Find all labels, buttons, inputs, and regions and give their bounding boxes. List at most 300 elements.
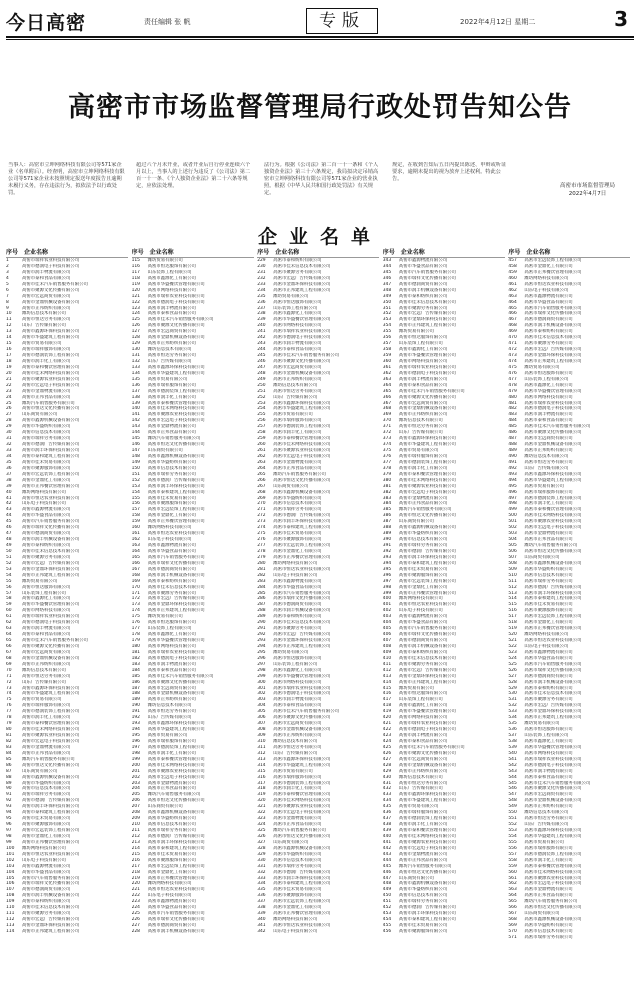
company-seq: 101 xyxy=(6,851,15,857)
company-name: 高密市华盛建筑工程有限公司 xyxy=(273,406,331,412)
company-name: 高密市金鼎机械设备有限公司 xyxy=(147,691,205,697)
company-name: 高密市宏远商贸有限公司 xyxy=(22,649,71,655)
company-seq: 139 xyxy=(131,400,140,406)
company-seq: 212 xyxy=(131,833,140,839)
company-name: 高密市宏远电子科技有限公司 xyxy=(398,845,456,851)
company-name: 高密市华盛食品有限公司 xyxy=(524,655,573,661)
company-seq: 200 xyxy=(131,762,140,768)
company-seq: 116 xyxy=(131,263,140,269)
company-seq: 225 xyxy=(131,911,140,917)
company-name: 高密市鑫源环保科技有限公司 xyxy=(398,792,456,798)
company-name: 高密市瑞祥文化传播有限公司 xyxy=(273,596,331,602)
company-name: 高密市宏远商贸有限公司 xyxy=(398,400,448,406)
company-name: 潍坊汽车销售服务有限公司 xyxy=(22,756,75,762)
company-name: 山东商贸有限公司 xyxy=(147,448,183,453)
company-name: 高密市宏远电子科技有限公司 xyxy=(22,738,80,744)
company-name: 高密市宏远广告传媒有限公司 xyxy=(524,703,582,709)
company-seq: 20 xyxy=(6,370,12,376)
company-seq: 192 xyxy=(131,715,140,721)
company-name: 潍坊汽车销售服务有限公司 xyxy=(273,471,326,477)
company-seq: 150 xyxy=(131,465,140,471)
company-seq: 334 xyxy=(257,881,266,887)
company-name: 潍坊网络科技有限公司 xyxy=(273,917,318,923)
company-seq: 357 xyxy=(382,341,392,347)
company-name: 高密市汽车销售服务有限公司 xyxy=(398,626,456,632)
company-name: 高密市瑞祥劳务有限公司 xyxy=(273,507,322,513)
company-name: 山东装饰工程有限公司 xyxy=(147,269,192,275)
company-seq: 159 xyxy=(131,519,140,525)
company-seq: 550 xyxy=(508,810,517,816)
company-seq: 160 xyxy=(131,525,140,531)
company-seq: 481 xyxy=(508,400,517,406)
company-name: 高密市网络科技有限公司 xyxy=(147,643,196,649)
company-name: 高密市泰和纺织有限公司 xyxy=(22,899,71,905)
company-seq: 100 xyxy=(6,845,15,851)
company-seq: 274 xyxy=(257,525,266,531)
company-seq: 10 xyxy=(6,311,12,317)
company-name: 高密市润丰化工有限公司 xyxy=(22,358,71,364)
company-seq: 455 xyxy=(382,923,392,928)
company-seq: 538 xyxy=(508,738,517,744)
company-seq: 378 xyxy=(382,465,392,471)
company-name: 高密市佳禾信息技术有限公司 xyxy=(22,905,80,911)
company-name: 高密市泰和餐饮管理有限公司 xyxy=(147,756,205,762)
company-seq: 480 xyxy=(508,394,517,400)
company-seq: 397 xyxy=(382,578,392,584)
company-name: 高密市德润装饰工程有限公司 xyxy=(147,744,205,750)
company-seq: 522 xyxy=(508,643,517,649)
company-seq: 194 xyxy=(131,727,140,733)
company-seq: 478 xyxy=(508,382,517,388)
company-seq: 25 xyxy=(6,400,12,406)
company-name: 高密市润丰机械设备有限公司 xyxy=(147,572,205,578)
company-name: 高密市佳禾贸易有限公司 xyxy=(524,602,573,608)
company-seq: 26 xyxy=(6,406,12,412)
company-name: 高密市恒达劳务有限公司 xyxy=(524,459,573,465)
company-name: 高密市华盛餐饮管理有限公司 xyxy=(398,709,456,715)
company-seq: 453 xyxy=(382,911,392,917)
company-name: 高密市宏远电子科技有限公司 xyxy=(147,774,205,780)
company-name: 高密市德润广告传媒有限公司 xyxy=(273,869,331,875)
company-name: 高密市瑞祥农业科技有限公司 xyxy=(273,329,331,335)
company-name: 高密市金鼎机械设备有限公司 xyxy=(398,762,456,768)
company-name: 高密市聚源农业科技有限公司 xyxy=(398,483,456,489)
company-name: 高密市信息技术有限公司 xyxy=(147,465,196,471)
company-name: 高密市润丰化工有限公司 xyxy=(398,822,448,828)
company-seq: 30 xyxy=(6,430,12,436)
company-name: 高密市恒达农业科技有限公司 xyxy=(273,566,331,572)
company-seq: 302 xyxy=(257,691,266,697)
company-name: 高密市德润装饰工程有限公司 xyxy=(22,353,80,358)
company-name: 高密市佳禾信息技术有限公司 xyxy=(273,620,331,626)
company-seq: 356 xyxy=(382,335,392,341)
company-seq: 509 xyxy=(508,566,517,572)
company-seq: 259 xyxy=(257,436,266,442)
company-name: 高密市佳禾贸易有限公司 xyxy=(22,459,71,465)
page-number: 3 xyxy=(614,7,628,31)
company-seq: 537 xyxy=(508,733,517,738)
company-name: 高密市恒达服饰有限公司 xyxy=(147,620,196,626)
company-name: 高密市润丰物流有限公司 xyxy=(22,626,71,632)
company-name: 高密市瑞祥劳务有限公司 xyxy=(147,471,196,477)
company-name: 高密市华盛餐饮管理有限公司 xyxy=(147,638,205,643)
company-seq: 332 xyxy=(257,869,266,875)
company-name: 高密市泰和食品有限公司 xyxy=(524,418,573,424)
company-name: 高密市宏远装饰工程有限公司 xyxy=(273,543,331,548)
company-seq: 342 xyxy=(257,928,266,934)
company-name: 高密市德润广告传媒有限公司 xyxy=(147,833,205,839)
company-name: 高密市华盛食品有限公司 xyxy=(147,548,196,554)
company-name: 高密市佳禾汽车销售服务有限公司 xyxy=(398,744,465,750)
company-name: 高密市恒达文化传播有限公司 xyxy=(147,442,205,448)
company-name: 高密市泰和餐饮管理有限公司 xyxy=(273,792,331,798)
company-seq: 350 xyxy=(382,299,392,305)
company-seq: 401 xyxy=(382,602,392,608)
company-seq: 470 xyxy=(508,335,517,341)
company-seq: 501 xyxy=(508,519,517,525)
company-name: 高密市华盛建筑工程有限公司 xyxy=(524,833,582,839)
company-name: 高密市润丰机械设备有限公司 xyxy=(273,608,331,614)
company-seq: 168 xyxy=(131,572,140,578)
company-name: 高密市鑫源环保科技有限公司 xyxy=(273,756,331,762)
company-name: 山东电子科技有限公司 xyxy=(273,928,318,934)
company-name: 高密市华盛餐饮管理有限公司 xyxy=(524,744,582,750)
company-seq: 144 xyxy=(131,430,140,436)
company-name: 山东广告传媒有限公司 xyxy=(273,750,318,756)
company-seq: 349 xyxy=(382,293,392,299)
company-seq: 441 xyxy=(382,839,392,845)
company-name: 高密市贸易有限公司 xyxy=(398,448,439,453)
company-name: 山东商贸有限公司 xyxy=(22,412,58,418)
company-name: 高密市金鼎机械设备有限公司 xyxy=(273,727,331,733)
company-seq: 405 xyxy=(382,626,392,632)
company-seq: 370 xyxy=(382,418,392,424)
company-seq: 487 xyxy=(508,436,517,442)
company-name: 高密市鑫源化工有限公司 xyxy=(273,311,322,317)
company-name: 高密市正邦纺织有限公司 xyxy=(147,697,196,703)
company-name: 高密市聚源文化传播有限公司 xyxy=(147,323,205,329)
company-name: 高密市金鼎物流有限公司 xyxy=(524,531,573,537)
company-name: 潍坊贸易有限公司 xyxy=(524,721,560,727)
company-name: 高密市瑞祥农业科技有限公司 xyxy=(147,649,205,655)
company-name: 高密市恒达服饰有限公司 xyxy=(398,691,448,697)
company-name: 高密市正邦食品有限公司 xyxy=(273,822,322,828)
company-seq: 303 xyxy=(257,697,266,703)
company-name: 潍坊贸易有限公司 xyxy=(524,364,560,370)
company-seq: 504 xyxy=(508,537,517,543)
company-name: 高密市鑫源物流有限公司 xyxy=(147,543,196,548)
company-seq: 296 xyxy=(257,655,266,661)
company-seq: 19 xyxy=(6,364,12,370)
company-name: 高密市聚源文化传播有限公司 xyxy=(524,786,582,792)
company-name: 高密市泰和食品有限公司 xyxy=(398,738,448,744)
company-seq: 148 xyxy=(131,453,140,459)
company-name: 高密市鑫源化工有限公司 xyxy=(147,275,196,281)
company-seq: 365 xyxy=(382,388,392,394)
company-seq: 228 xyxy=(131,928,140,934)
company-name: 高密市华盛纺织有限公司 xyxy=(398,531,448,537)
company-seq: 37 xyxy=(6,471,12,477)
company-seq: 53 xyxy=(6,566,12,572)
company-name: 高密市信息技术有限公司 xyxy=(147,822,196,828)
company-seq: 64 xyxy=(6,632,12,638)
company-name: 高密市润丰机械设备有限公司 xyxy=(398,287,456,293)
list-header-seq: 序号 xyxy=(6,249,19,256)
company-seq: 563 xyxy=(508,887,517,893)
company-name: 高密市泰和食品有限公司 xyxy=(22,632,71,638)
company-name: 高密市金鼎环保科技有限公司 xyxy=(398,317,456,323)
company-name: 高密市鑫源环保科技有限公司 xyxy=(22,685,80,691)
company-seq: 320 xyxy=(257,798,266,804)
company-seq: 34 xyxy=(6,453,12,459)
company-seq: 293 xyxy=(257,638,266,643)
company-seq: 107 xyxy=(6,887,15,893)
company-name: 高密市华盛餐饮管理有限公司 xyxy=(273,673,331,679)
company-seq: 61 xyxy=(6,614,12,620)
company-name: 高密市佳禾信息技术有限公司 xyxy=(524,335,582,341)
company-name: 山东商贸有限公司 xyxy=(398,875,434,881)
company-seq: 474 xyxy=(508,358,517,364)
company-seq: 376 xyxy=(382,453,392,459)
company-seq: 170 xyxy=(131,584,140,590)
company-name: 高密市华盛食品有限公司 xyxy=(22,513,71,519)
company-seq: 461 xyxy=(508,281,517,287)
company-name: 高密市宏远商贸有限公司 xyxy=(273,721,322,727)
company-seq: 429 xyxy=(382,768,392,774)
company-seq: 17 xyxy=(6,353,12,358)
company-seq: 486 xyxy=(508,430,517,436)
company-name: 高密市金鼎物流有限公司 xyxy=(147,780,196,786)
company-name: 高密市鑫源化工有限公司 xyxy=(273,667,322,673)
company-seq: 426 xyxy=(382,750,392,756)
company-name: 山东电子科技有限公司 xyxy=(524,287,569,293)
company-name: 高密市宏远电子科技有限公司 xyxy=(524,525,582,531)
company-name: 高密市贸易有限公司 xyxy=(273,768,313,774)
company-seq: 233 xyxy=(257,281,266,287)
company-name: 高密市金鼎化工有限公司 xyxy=(273,905,322,911)
company-name: 高密市宏远广告传媒有限公司 xyxy=(147,596,205,602)
company-name: 高密市恒达劳务有限公司 xyxy=(147,709,196,715)
company-seq: 392 xyxy=(382,548,392,554)
company-name: 高密市德润电子科技有限公司 xyxy=(398,370,456,376)
company-name: 高密市恒达农业科技有限公司 xyxy=(398,602,456,608)
company-name: 高密市瑞祥服饰有限公司 xyxy=(147,738,196,744)
company-name: 高密市泰和纺织有限公司 xyxy=(398,293,448,299)
company-name: 高密市鑫源化工有限公司 xyxy=(524,738,573,744)
company-seq: 305 xyxy=(257,709,266,715)
company-seq: 337 xyxy=(257,899,266,905)
section-badge: 专版 xyxy=(306,8,378,34)
company-name: 高密市聚源劳务有限公司 xyxy=(147,590,196,596)
company-name: 高密市正邦食品有限公司 xyxy=(398,501,448,507)
company-seq: 403 xyxy=(382,614,392,620)
company-seq: 440 xyxy=(382,833,392,839)
company-name: 山东装饰工程有限公司 xyxy=(147,626,192,632)
company-seq: 11 xyxy=(6,317,12,323)
company-seq: 118 xyxy=(131,275,140,281)
company-list-column xyxy=(132,248,254,983)
company-name: 高密市润丰机械设备有限公司 xyxy=(147,928,205,934)
list-header-name: 企业名称 xyxy=(149,249,174,256)
company-seq: 94 xyxy=(6,810,12,816)
company-name: 高密市聚源农业科技有限公司 xyxy=(22,733,80,738)
company-seq: 188 xyxy=(131,691,140,697)
company-seq: 561 xyxy=(508,875,517,881)
company-name: 高密市正邦纺织有限公司 xyxy=(398,768,448,774)
company-name: 山东电子科技有限公司 xyxy=(147,893,192,899)
company-name: 潍坊贸易有限公司 xyxy=(273,293,309,299)
company-seq: 323 xyxy=(257,816,266,822)
company-seq: 28 xyxy=(6,418,12,424)
company-seq: 43 xyxy=(6,507,12,513)
company-name: 高密市金鼎机械设备有限公司 xyxy=(273,370,331,376)
company-seq: 263 xyxy=(257,459,266,465)
company-seq: 571 xyxy=(508,934,517,940)
company-seq: 227 xyxy=(131,923,140,928)
company-name: 高密市泰和食品有限公司 xyxy=(273,347,322,353)
company-name: 高密市润丰物流有限公司 xyxy=(398,733,448,738)
company-seq: 23 xyxy=(6,388,12,394)
company-name: 高密市佳禾贸易有限公司 xyxy=(273,887,322,893)
company-name: 高密市金鼎化工有限公司 xyxy=(22,477,71,483)
company-name: 高密市润丰环保科技有限公司 xyxy=(273,875,331,881)
company-seq: 140 xyxy=(131,406,140,412)
company-seq: 261 xyxy=(257,448,266,453)
company-name: 高密市鑫源环保科技有限公司 xyxy=(524,828,582,833)
company-seq: 162 xyxy=(131,537,140,543)
company-seq: 435 xyxy=(382,804,392,810)
company-seq: 247 xyxy=(257,364,266,370)
company-seq: 95 xyxy=(6,816,12,822)
company-name: 高密市华盛建筑工程有限公司 xyxy=(273,762,331,768)
company-name: 高密市德润电子科技有限公司 xyxy=(398,727,456,733)
company-seq: 147 xyxy=(131,448,140,453)
company-seq: 516 xyxy=(508,608,517,614)
company-seq: 8 xyxy=(6,299,9,305)
company-name: 高密市瑞祥农业科技有限公司 xyxy=(524,756,582,762)
company-name: 高密市佳禾汽车销售服务有限公司 xyxy=(524,780,591,786)
company-seq: 460 xyxy=(508,275,517,281)
company-name: 潍坊网络科技有限公司 xyxy=(524,632,569,638)
company-name: 高密市聚源农业科技有限公司 xyxy=(273,804,331,810)
company-name: 高密市佳禾汽车销售服务有限公司 xyxy=(273,709,340,715)
company-name: 高密市恒达农业科技有限公司 xyxy=(273,923,331,928)
company-seq: 562 xyxy=(508,881,517,887)
company-seq: 242 xyxy=(257,335,266,341)
company-name: 高密市润丰化工有限公司 xyxy=(22,715,71,721)
company-seq: 70 xyxy=(6,667,12,673)
company-seq: 276 xyxy=(257,537,266,543)
company-seq: 431 xyxy=(382,780,392,786)
company-name: 高密市润丰机械设备有限公司 xyxy=(22,537,80,543)
company-name: 高密市润丰机械设备有限公司 xyxy=(398,643,456,649)
masthead-rule xyxy=(6,36,634,38)
company-name: 高密市宏远商贸有限公司 xyxy=(147,685,196,691)
company-name: 高密市润丰环保科技有限公司 xyxy=(398,911,456,917)
company-seq: 174 xyxy=(131,608,140,614)
company-name: 高密市恒达文化传播有限公司 xyxy=(147,798,205,804)
company-name: 高密市德润广告传媒有限公司 xyxy=(22,442,80,448)
company-seq: 310 xyxy=(257,738,266,744)
company-name: 高密市聚源服饰有限公司 xyxy=(398,572,448,578)
company-seq: 73 xyxy=(6,685,12,691)
company-seq: 348 xyxy=(382,287,392,293)
company-seq: 548 xyxy=(508,798,517,804)
company-seq: 54 xyxy=(6,572,12,578)
company-name: 高密市聚源文化传播有限公司 xyxy=(273,715,331,721)
company-seq: 374 xyxy=(382,442,392,448)
company-name: 高密市鑫源机械设备有限公司 xyxy=(524,560,582,566)
company-seq: 549 xyxy=(508,804,517,810)
company-name: 高密市聚源服饰有限公司 xyxy=(22,822,71,828)
company-seq: 112 xyxy=(6,917,15,923)
company-seq: 223 xyxy=(131,899,140,905)
company-seq: 554 xyxy=(508,833,517,839)
page-headline: 高密市市场监督管理局行政处罚告知公告 xyxy=(68,92,572,123)
company-seq: 422 xyxy=(382,727,392,733)
company-seq: 67 xyxy=(6,649,12,655)
company-name: 高密市瑞祥农业科技有限公司 xyxy=(273,685,331,691)
company-seq: 458 xyxy=(508,263,517,269)
company-seq: 129 xyxy=(131,341,140,347)
company-seq: 201 xyxy=(131,768,140,774)
company-name: 高密市德润装饰工程有限公司 xyxy=(147,388,205,394)
company-name: 潍坊网络科技有限公司 xyxy=(398,596,443,602)
company-list-column xyxy=(6,248,128,983)
company-name: 高密市德润电子科技有限公司 xyxy=(147,299,205,305)
company-name: 高密市恒达农业科技有限公司 xyxy=(524,638,582,643)
company-seq: 540 xyxy=(508,750,517,756)
company-seq: 220 xyxy=(131,881,140,887)
company-name: 高密市信息技术有限公司 xyxy=(273,501,322,507)
company-name: 高密市聚源农业科技有限公司 xyxy=(273,448,331,453)
company-seq: 87 xyxy=(6,768,12,774)
company-seq: 503 xyxy=(508,531,517,537)
company-name: 高密市泰和餐饮管理有限公司 xyxy=(147,400,205,406)
company-name: 高密市华盛纺织有限公司 xyxy=(22,424,71,430)
company-seq: 492 xyxy=(508,465,517,471)
company-seq: 65 xyxy=(6,638,12,643)
company-name: 高密市宏远商贸有限公司 xyxy=(524,792,573,798)
company-name: 山东广告传媒有限公司 xyxy=(398,786,443,792)
company-seq: 218 xyxy=(131,869,140,875)
company-seq: 81 xyxy=(6,733,12,738)
company-name: 高密市鑫源环保科技有限公司 xyxy=(273,400,331,406)
company-name: 高密市金鼎化工有限公司 xyxy=(524,263,573,269)
company-seq: 120 xyxy=(131,287,140,293)
company-name: 高密市泰和建筑工程有限公司 xyxy=(22,810,80,816)
company-seq: 224 xyxy=(131,905,140,911)
company-name: 高密市金鼎物流有限公司 xyxy=(22,744,71,750)
company-seq: 304 xyxy=(257,703,266,709)
company-seq: 191 xyxy=(131,709,140,715)
company-name: 高密市信息技术有限公司 xyxy=(524,928,573,934)
company-name: 高密市宏远电子科技有限公司 xyxy=(273,810,331,816)
company-seq: 196 xyxy=(131,738,140,744)
company-name: 高密市泰和建筑工程有限公司 xyxy=(147,489,205,495)
company-name: 山东广告传媒有限公司 xyxy=(147,358,192,364)
company-seq: 175 xyxy=(131,614,140,620)
company-name: 高密市瑞祥劳务有限公司 xyxy=(147,828,196,833)
company-name: 山东广告传媒有限公司 xyxy=(524,822,569,828)
company-seq: 211 xyxy=(131,828,140,833)
company-name: 高密市润丰物流有限公司 xyxy=(147,661,196,667)
company-seq: 556 xyxy=(508,845,517,851)
company-seq: 36 xyxy=(6,465,12,471)
company-name: 高密市金鼎化工有限公司 xyxy=(147,869,196,875)
company-name: 高密市正邦餐饮管理有限公司 xyxy=(273,554,331,560)
company-name: 高密市华盛食品有限公司 xyxy=(273,584,322,590)
